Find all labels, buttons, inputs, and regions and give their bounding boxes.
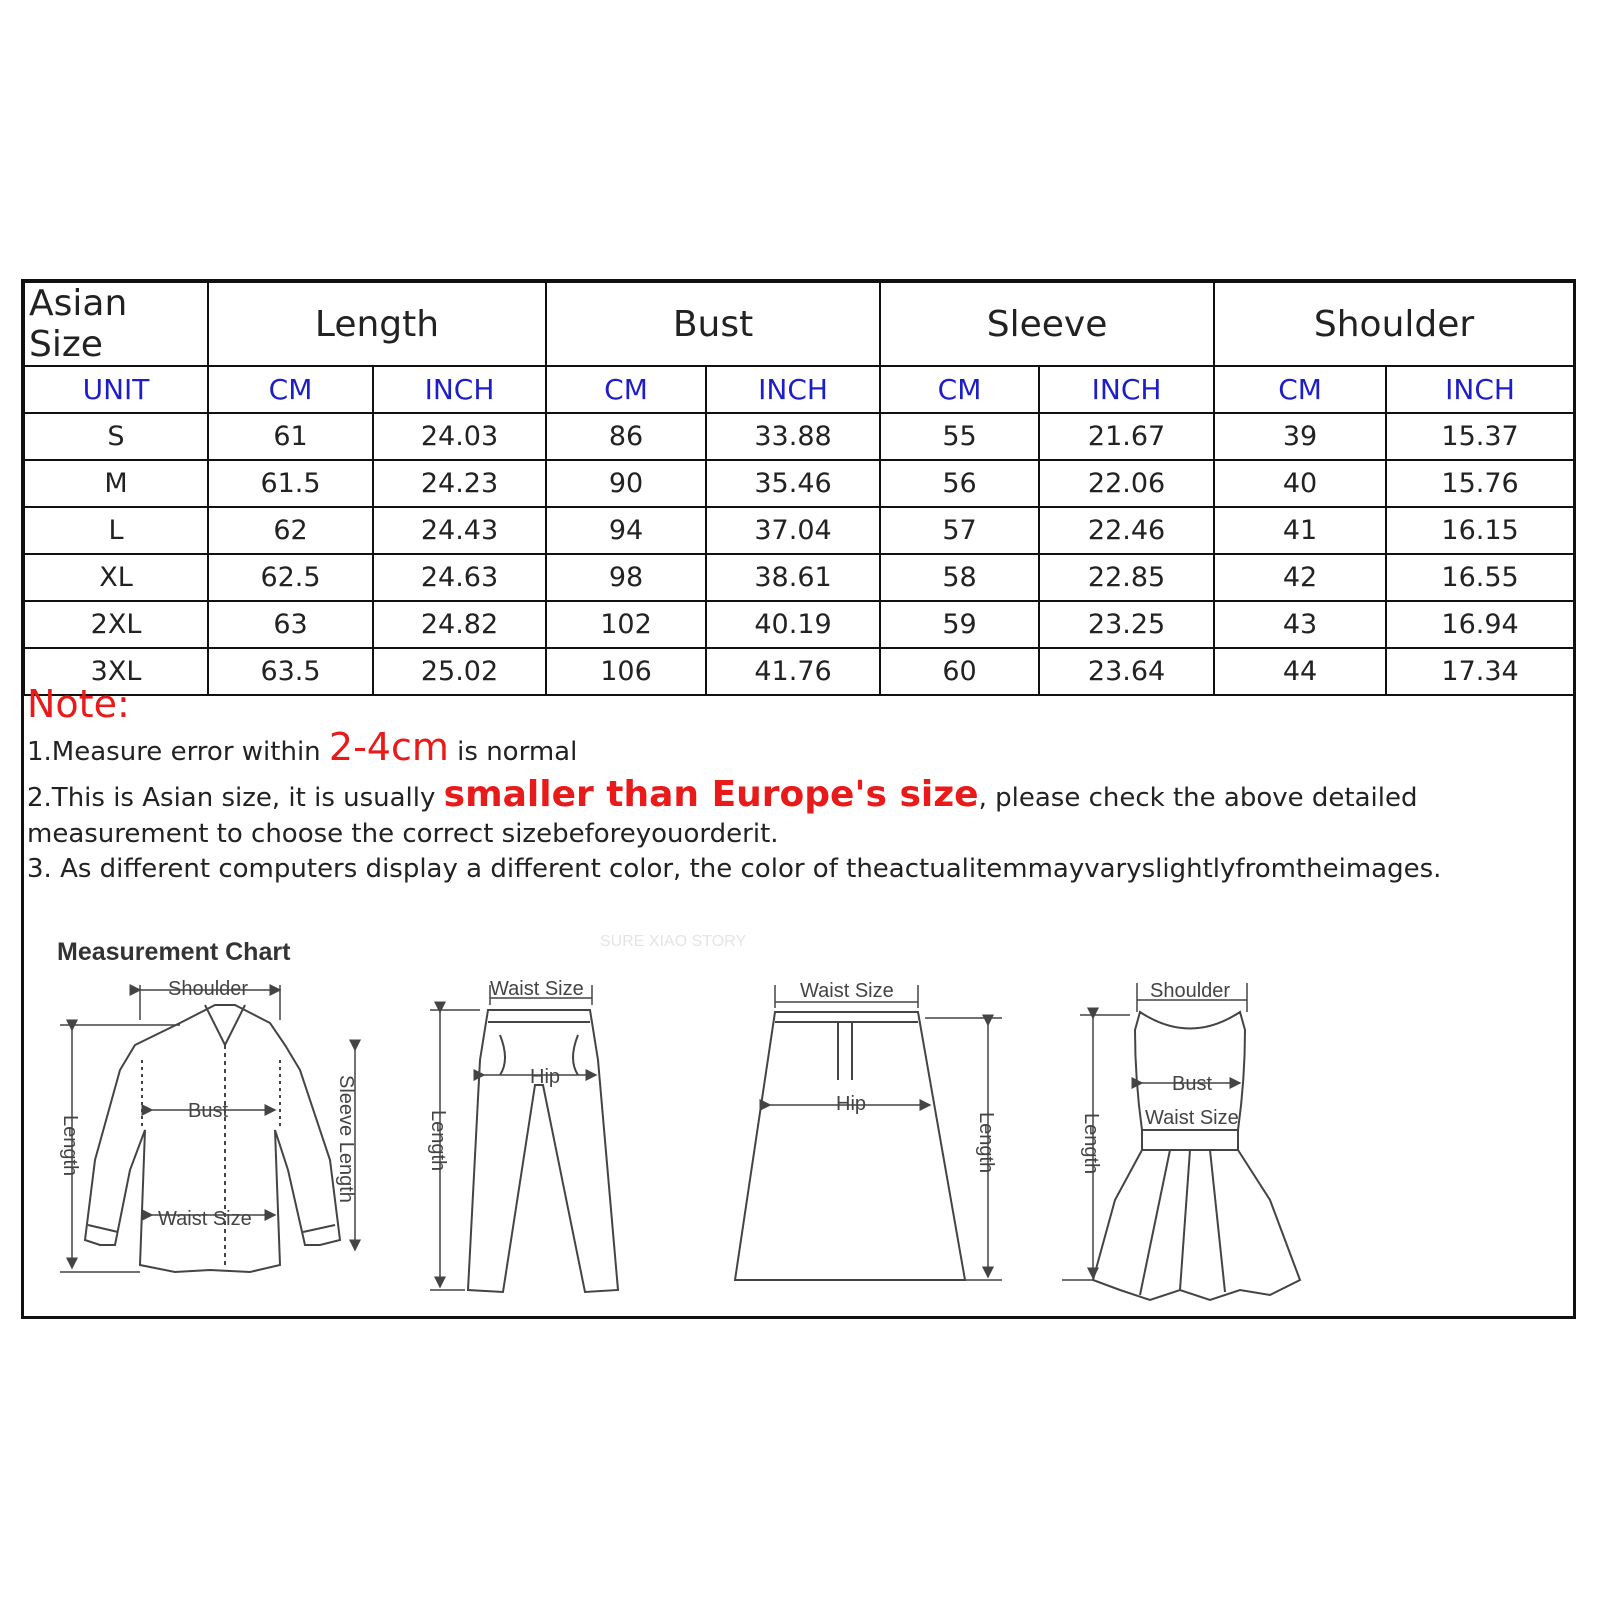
dress-length-label: Length <box>1080 1113 1102 1175</box>
dress-bust-label: Bust <box>1172 1073 1213 1095</box>
note-line-1 <box>27 725 1572 769</box>
size-row <box>24 601 1574 648</box>
corner-label: Asian Size <box>24 282 208 366</box>
unit-cell: INCH <box>373 366 546 413</box>
unit-cell: CM <box>208 366 373 413</box>
size-row <box>24 460 1574 507</box>
skirt-waist-label: Waist Size <box>800 980 894 1002</box>
size-row <box>24 413 1574 460</box>
size-label: M <box>24 460 208 507</box>
group-sleeve: Sleeve <box>880 282 1214 366</box>
unit-row <box>24 366 1574 413</box>
size-label: XL <box>24 554 208 601</box>
unit-cell: CM <box>1214 366 1386 413</box>
size-value-cell: 61.5 <box>208 460 373 507</box>
unit-cell: INCH <box>706 366 880 413</box>
size-value-cell: 22.46 <box>1039 507 1214 554</box>
size-label: 2XL <box>24 601 208 648</box>
size-value-cell: 41.76 <box>706 648 880 695</box>
shirt-sleeve-label: Sleeve Length <box>335 1075 357 1203</box>
size-value-cell: 44 <box>1214 648 1386 695</box>
dress-shoulder-label: Shoulder <box>1150 980 1231 1002</box>
size-value-cell: 23.64 <box>1039 648 1214 695</box>
size-table <box>23 281 1575 696</box>
size-value-cell: 90 <box>546 460 706 507</box>
size-value-cell: 39 <box>1214 413 1386 460</box>
size-value-cell: 21.67 <box>1039 413 1214 460</box>
size-value-cell: 38.61 <box>706 554 880 601</box>
size-value-cell: 15.37 <box>1386 413 1574 460</box>
notes-section <box>24 682 1572 886</box>
size-value-cell: 58 <box>880 554 1039 601</box>
size-value-cell: 59 <box>880 601 1039 648</box>
unit-label: UNIT <box>24 366 208 413</box>
size-chart-sheet <box>21 279 1576 1319</box>
size-value-cell: 22.06 <box>1039 460 1214 507</box>
pants-length-label: Length <box>427 1110 449 1172</box>
size-value-cell: 24.82 <box>373 601 546 648</box>
group-header-row <box>24 282 1574 366</box>
shirt-waist-label: Waist Size <box>158 1208 252 1230</box>
skirt-length-label: Length <box>975 1112 997 1174</box>
size-value-cell: 60 <box>880 648 1039 695</box>
size-label: L <box>24 507 208 554</box>
note-title: Note: <box>27 682 130 726</box>
shirt-bust-label: Bust <box>188 1100 229 1122</box>
unit-cell: CM <box>546 366 706 413</box>
group-shoulder: Shoulder <box>1214 282 1574 366</box>
size-value-cell: 41 <box>1214 507 1386 554</box>
size-row <box>24 507 1574 554</box>
size-value-cell: 16.55 <box>1386 554 1574 601</box>
pants-waist-label: Waist Size <box>490 978 584 1000</box>
size-value-cell: 24.63 <box>373 554 546 601</box>
size-value-cell: 37.04 <box>706 507 880 554</box>
size-value-cell: 94 <box>546 507 706 554</box>
size-value-cell: 42 <box>1214 554 1386 601</box>
group-bust: Bust <box>546 282 880 366</box>
note-line-3: 3. As different computers display a different color, the color of theactualitemmayvaryslightlyfromtheimages. <box>27 854 1442 884</box>
size-value-cell: 86 <box>546 413 706 460</box>
size-value-cell: 62.5 <box>208 554 373 601</box>
note-line-2 <box>27 774 1572 852</box>
size-value-cell: 23.25 <box>1039 601 1214 648</box>
size-value-cell: 62 <box>208 507 373 554</box>
size-value-cell: 102 <box>546 601 706 648</box>
measurement-chart-title: Measurement Chart <box>57 938 291 966</box>
watermark: SURE XIAO STORY <box>600 933 747 950</box>
size-value-cell: 63.5 <box>208 648 373 695</box>
unit-cell: INCH <box>1039 366 1214 413</box>
size-value-cell: 17.34 <box>1386 648 1574 695</box>
note-2-tail: , please check the above detailed measurement to choose the correct sizebeforeyouorderit. <box>27 783 1418 849</box>
size-value-cell: 98 <box>546 554 706 601</box>
size-value-cell: 43 <box>1214 601 1386 648</box>
note-2-text: 2.This is Asian size, it is usually <box>27 783 444 813</box>
size-value-cell: 106 <box>546 648 706 695</box>
group-length: Length <box>208 282 546 366</box>
size-value-cell: 55 <box>880 413 1039 460</box>
size-value-cell: 40 <box>1214 460 1386 507</box>
size-value-cell: 15.76 <box>1386 460 1574 507</box>
size-value-cell: 57 <box>880 507 1039 554</box>
size-value-cell: 16.94 <box>1386 601 1574 648</box>
size-label: S <box>24 413 208 460</box>
dress-waist-label: Waist Size <box>1145 1107 1239 1129</box>
size-value-cell: 25.02 <box>373 648 546 695</box>
size-value-cell: 63 <box>208 601 373 648</box>
note-1-text: 1.Measure error within <box>27 737 329 767</box>
note-1-highlight: 2-4cm <box>328 725 449 769</box>
size-value-cell: 16.15 <box>1386 507 1574 554</box>
pants-hip-label: Hip <box>530 1066 561 1088</box>
size-value-cell: 40.19 <box>706 601 880 648</box>
size-value-cell: 24.03 <box>373 413 546 460</box>
size-value-cell: 24.43 <box>373 507 546 554</box>
size-rows <box>24 413 1574 695</box>
size-value-cell: 22.85 <box>1039 554 1214 601</box>
size-value-cell: 61 <box>208 413 373 460</box>
unit-cell: CM <box>880 366 1039 413</box>
unit-cell: INCH <box>1386 366 1574 413</box>
skirt-hip-label: Hip <box>836 1093 867 1115</box>
size-value-cell: 35.46 <box>706 460 880 507</box>
size-value-cell: 56 <box>880 460 1039 507</box>
size-label: 3XL <box>24 648 208 695</box>
shirt-length-label: Length <box>59 1115 81 1177</box>
size-value-cell: 33.88 <box>706 413 880 460</box>
shirt-shoulder-label: Shoulder <box>168 978 249 1000</box>
size-value-cell: 24.23 <box>373 460 546 507</box>
size-row <box>24 554 1574 601</box>
note-2-highlight: smaller than Europe's size <box>443 774 979 815</box>
note-1-tail: is normal <box>448 737 578 767</box>
